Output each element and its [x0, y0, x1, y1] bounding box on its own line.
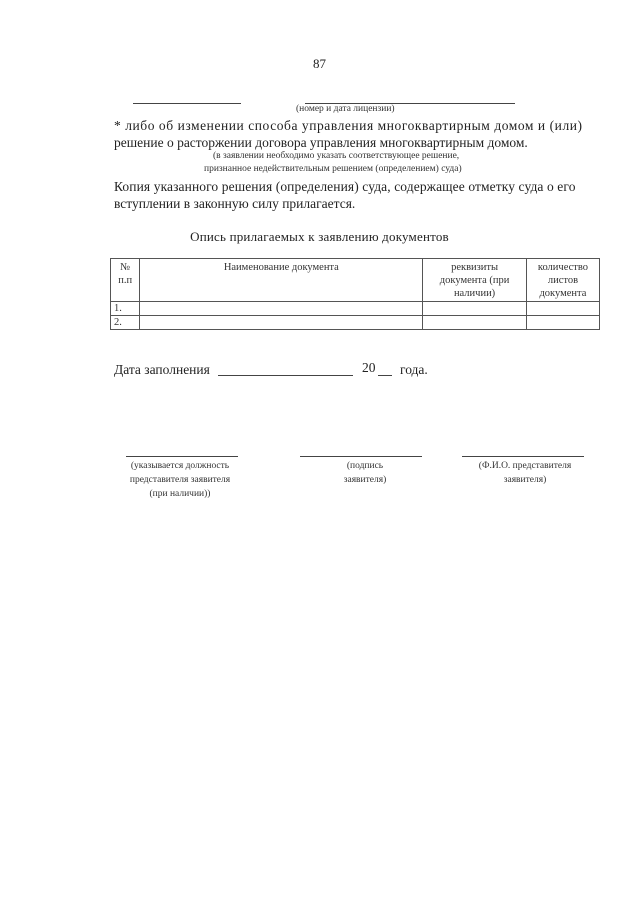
row-name: [140, 302, 423, 316]
header-name: Наименование документа: [140, 259, 423, 302]
paragraph-line: Копия указанного решения (определения) суда, содержащее отметку суда о его: [114, 179, 576, 194]
paragraph-line: решение о расторжении договора управления многоквартирным домом.: [114, 135, 528, 150]
blank-line: [133, 103, 241, 104]
row-num: 2.: [111, 316, 140, 330]
header-num: № п.п: [111, 259, 140, 302]
position-signature-line: [126, 456, 238, 457]
full-name-caption: (Ф.И.О. представителя заявителя): [478, 461, 572, 485]
page-number: 87: [313, 56, 326, 71]
license-caption: (номер и дата лицензии): [296, 104, 395, 114]
row-details: [423, 302, 527, 316]
row-num: 1.: [111, 302, 140, 316]
documents-table: [110, 258, 600, 330]
fill-date-year-prefix: 20: [362, 360, 376, 375]
table-row: [111, 302, 600, 316]
fill-date-blank-line: [218, 375, 353, 376]
fill-date-label: Дата заполнения: [114, 362, 210, 377]
note-line: признанное недействительным решением (определением) суда): [204, 164, 462, 174]
position-caption: (указывается должность представителя заявителя (при наличии)): [129, 461, 231, 499]
fill-date-year-blank-line: [378, 375, 392, 376]
paragraph-line: * либо об изменении способа управления многоквартирным домом и (или): [114, 118, 583, 133]
row-sheets: [526, 316, 599, 330]
header-details: реквизиты документа (при наличии): [423, 259, 527, 302]
table-header-row: [111, 259, 600, 302]
header-sheets: количество листов документа: [526, 259, 599, 302]
signature-caption: (подпись заявителя): [343, 461, 387, 485]
inventory-title: Опись прилагаемых к заявлению документов: [190, 229, 449, 244]
row-details: [423, 316, 527, 330]
table-row: [111, 316, 600, 330]
row-sheets: [526, 302, 599, 316]
fill-date-suffix: года.: [400, 362, 428, 377]
note-line: (в заявлении необходимо указать соответствующее решение,: [213, 151, 460, 161]
row-name: [140, 316, 423, 330]
full-name-signature-line: [462, 456, 584, 457]
signature-line: [300, 456, 422, 457]
paragraph-line: вступлении в законную силу прилагается.: [114, 196, 356, 211]
